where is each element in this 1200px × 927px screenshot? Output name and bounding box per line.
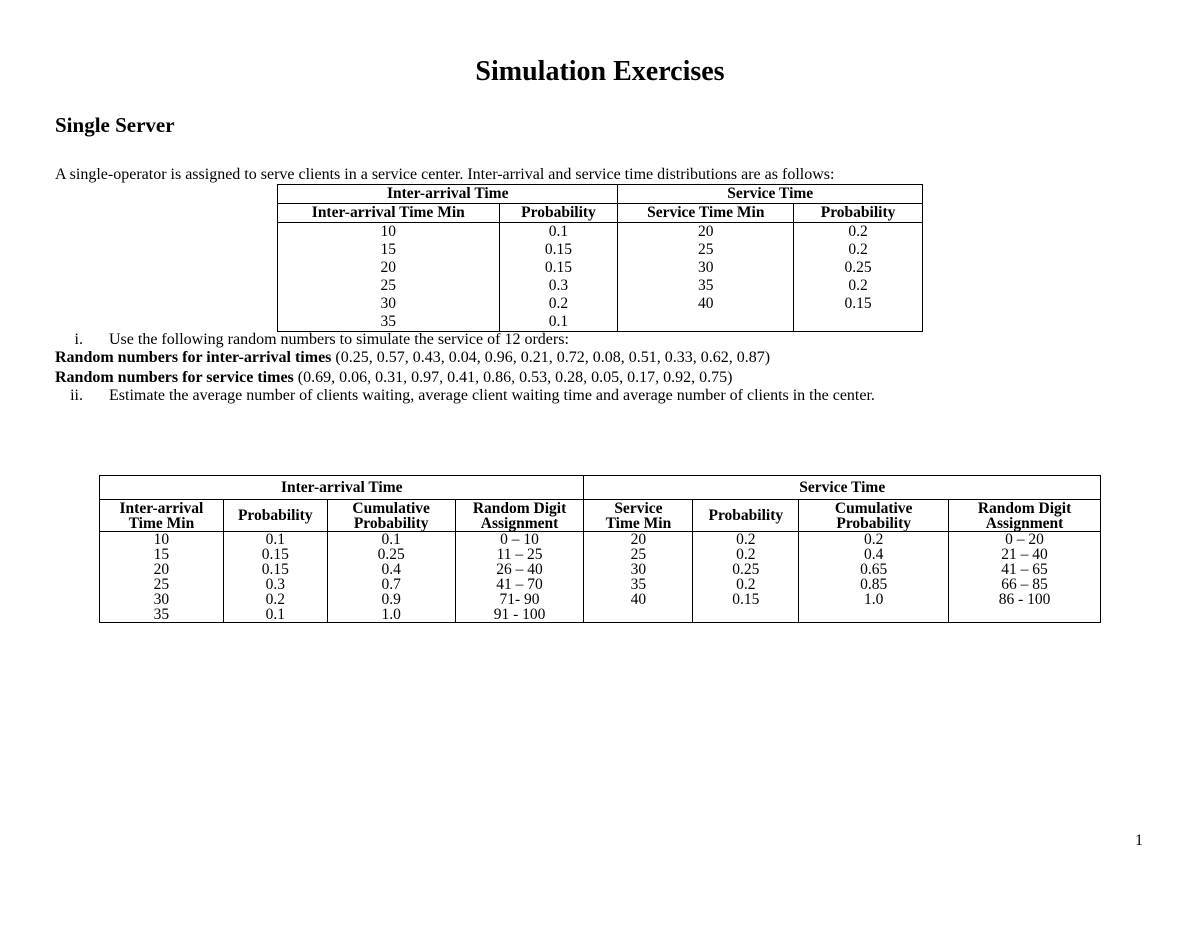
task-item (55, 331, 569, 349)
table-cell: 0.3 (223, 577, 327, 592)
random-service-values: (0.69, 0.06, 0.31, 0.97, 0.41, 0.86, 0.53, 0.28, 0.05, 0.17, 0.92, 0.75) (297, 369, 733, 386)
page-title: Simulation Exercises (475, 56, 725, 87)
random-interarrival-line (55, 349, 770, 367)
list-marker: ii. (70, 387, 83, 404)
table-cell: 0.15 (794, 295, 923, 313)
table-row (100, 532, 1101, 548)
section-heading: Single Server (55, 113, 175, 137)
table-cell: 0.1 (499, 313, 618, 332)
table-cell: 0.2 (499, 295, 618, 313)
table-cell: 10 (100, 532, 224, 548)
task-item (55, 387, 875, 405)
table-cell: 0.2 (693, 577, 799, 592)
intro-paragraph: A single-operator is assigned to serve clients in a service center. Inter-arrival and service time distributions are as follows: (55, 166, 835, 183)
column-header: Cumulative Probability (327, 500, 455, 532)
interarrival-group-header: Inter-arrival Time (278, 185, 618, 204)
table-cell: 0.15 (499, 259, 618, 277)
service-group-header: Service Time (584, 476, 1101, 500)
table-cell: 40 (584, 592, 693, 607)
table-cell: 0.4 (327, 562, 455, 577)
table-cell: 0.2 (799, 532, 949, 548)
table-cell: 41 – 70 (455, 577, 584, 592)
table-cell: 0.2 (794, 241, 923, 259)
table-cell: 40 (618, 295, 794, 313)
table-cell: 20 (100, 562, 224, 577)
table-cell: 25 (100, 577, 224, 592)
table-cell: 0.15 (499, 241, 618, 259)
table-cell: 0.15 (223, 547, 327, 562)
column-header: Random Digit Assignment (455, 500, 584, 532)
table-row (100, 592, 1101, 607)
table-cell: 0 – 10 (455, 532, 584, 548)
table-row (100, 607, 1101, 623)
table-cell: 1.0 (327, 607, 455, 623)
page-number: 1 (1135, 832, 1143, 849)
table-cell: 15 (278, 241, 500, 259)
table-cell: 0.2 (794, 277, 923, 295)
table-cell (584, 607, 693, 623)
table-cell: 71- 90 (455, 592, 584, 607)
table-row (278, 241, 923, 259)
table-cell: 25 (618, 241, 794, 259)
table-cell: 0.1 (223, 607, 327, 623)
table-cell: 0.2 (693, 532, 799, 548)
table-cell: 0 – 20 (949, 532, 1101, 548)
table-cell: 11 – 25 (455, 547, 584, 562)
table-cell: 0.25 (327, 547, 455, 562)
table-cell: 20 (584, 532, 693, 548)
random-interarrival-values: (0.25, 0.57, 0.43, 0.04, 0.96, 0.21, 0.72, 0.08, 0.51, 0.33, 0.62, 0.87) (335, 349, 771, 366)
table-cell (693, 607, 799, 623)
table-cell: 0.15 (223, 562, 327, 577)
table-cell (618, 313, 794, 332)
column-header: Probability (223, 500, 327, 532)
table-cell: 25 (584, 547, 693, 562)
table-row (100, 577, 1101, 592)
table-cell: 0.25 (693, 562, 799, 577)
table-cell: 0.65 (799, 562, 949, 577)
table-cell: 26 – 40 (455, 562, 584, 577)
table-cell (799, 607, 949, 623)
column-header: Cumulative Probability (799, 500, 949, 532)
table-row (100, 562, 1101, 577)
table-row (278, 295, 923, 313)
column-header: Service Time Min (618, 204, 794, 223)
table-cell: 35 (278, 313, 500, 332)
table-cell: 30 (100, 592, 224, 607)
table-cell: 0.25 (794, 259, 923, 277)
table-cell: 35 (618, 277, 794, 295)
table-cell: 41 – 65 (949, 562, 1101, 577)
table-cell: 86 - 100 (949, 592, 1101, 607)
column-header: Probability (693, 500, 799, 532)
table-cell: 35 (584, 577, 693, 592)
table-row (278, 277, 923, 295)
task-text: Use the following random numbers to simulate the service of 12 orders: (109, 331, 569, 348)
column-header: Random Digit Assignment (949, 500, 1101, 532)
table-cell: 0.15 (693, 592, 799, 607)
table-cell: 21 – 40 (949, 547, 1101, 562)
table-cell: 0.2 (794, 223, 923, 242)
table-cell (794, 313, 923, 332)
table-cell: 0.1 (327, 532, 455, 548)
random-service-line (55, 369, 732, 387)
table-cell: 0.85 (799, 577, 949, 592)
table-cell: 30 (618, 259, 794, 277)
column-header: Inter-arrival Time Min (100, 500, 224, 532)
service-group-header: Service Time (618, 185, 923, 204)
table-cell: 20 (278, 259, 500, 277)
table-cell (949, 607, 1101, 623)
table-cell: 30 (584, 562, 693, 577)
table-cell: 0.7 (327, 577, 455, 592)
column-header: Probability (499, 204, 618, 223)
table-cell: 0.2 (223, 592, 327, 607)
table-cell: 0.1 (223, 532, 327, 548)
table-cell: 30 (278, 295, 500, 313)
table-cell: 35 (100, 607, 224, 623)
table-cell: 10 (278, 223, 500, 242)
random-service-label: Random numbers for service times (55, 369, 294, 386)
task-text: Estimate the average number of clients waiting, average client waiting time and average number of clients in the center. (109, 387, 875, 404)
table-row (100, 547, 1101, 562)
table-cell: 0.9 (327, 592, 455, 607)
table-cell: 15 (100, 547, 224, 562)
table-cell: 66 – 85 (949, 577, 1101, 592)
table-row (278, 223, 923, 242)
table-cell: 20 (618, 223, 794, 242)
distribution-table (277, 184, 923, 332)
column-header: Service Time Min (584, 500, 693, 532)
column-header: Inter-arrival Time Min (278, 204, 500, 223)
list-marker: i. (74, 331, 83, 348)
table-row (278, 259, 923, 277)
random-digit-table (99, 475, 1101, 623)
table-cell: 0.2 (693, 547, 799, 562)
table-cell: 91 - 100 (455, 607, 584, 623)
table-cell: 0.1 (499, 223, 618, 242)
column-header: Probability (794, 204, 923, 223)
table-cell: 0.3 (499, 277, 618, 295)
table-cell: 0.4 (799, 547, 949, 562)
interarrival-group-header: Inter-arrival Time (100, 476, 584, 500)
table-row (278, 313, 923, 332)
table-cell: 25 (278, 277, 500, 295)
table-cell: 1.0 (799, 592, 949, 607)
random-interarrival-label: Random numbers for inter-arrival times (55, 349, 332, 366)
